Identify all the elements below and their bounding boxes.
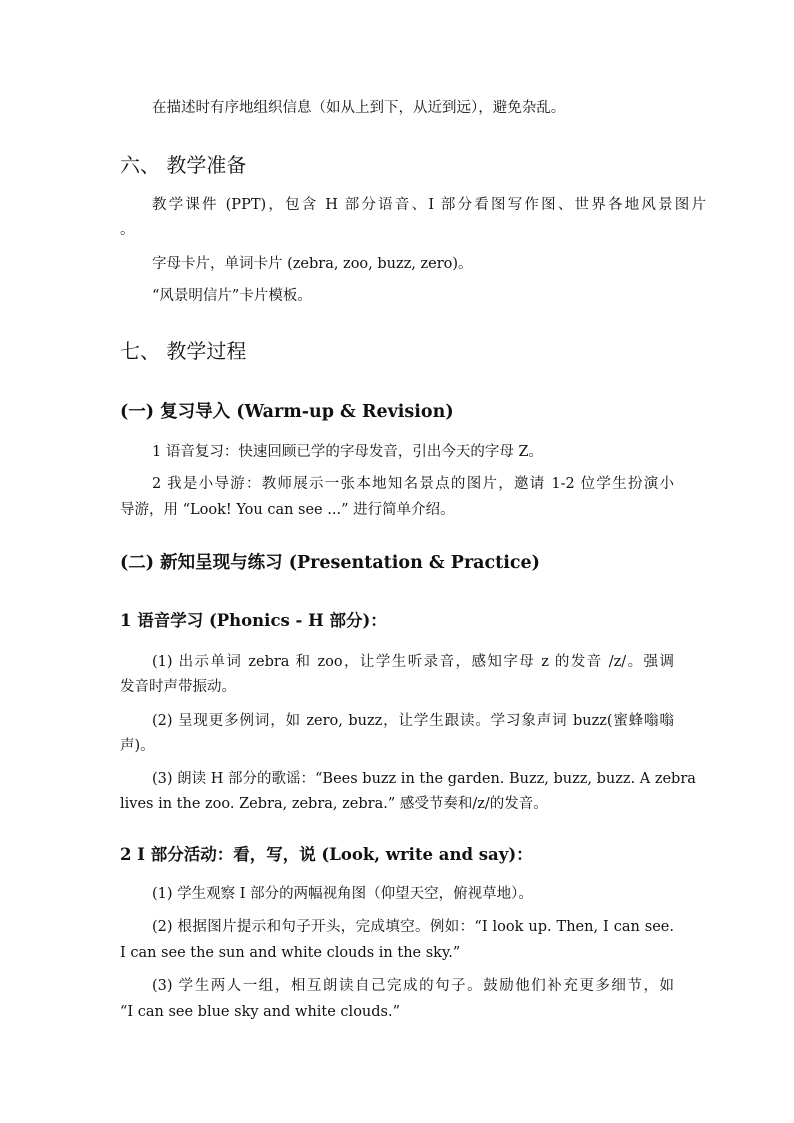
part-1-line-2: 2 我是小导游：教师展示一张本地知名景点的图片，邀请 1-2 位学生扮演小: [152, 476, 674, 492]
prep-item-2: 字母卡片，单词卡片 (zebra, zoo, buzz, zero)。: [152, 256, 473, 272]
prep-item-3: “风景明信片”卡片模板。: [152, 288, 312, 304]
activity-line-1: (1) 学生观察 I 部分的两幅视角图（仰望天空，俯视草地）。: [152, 886, 533, 902]
phonics-line-6: lives in the zoo. Zebra, zebra, zebra.” 感受节奏和/z/的发音。: [120, 796, 548, 812]
part-1-line-1: 1 语音复习：快速回顾已学的字母发音，引出今天的字母 Z。: [152, 444, 544, 460]
intro-paragraph: 在描述时有序地组织信息（如从上到下，从近到远），避免杂乱。: [152, 100, 566, 116]
section-7-heading: 七、 教学过程: [120, 339, 247, 363]
activity-line-2: (2) 根据图片提示和句子开头，完成填空。例如：“I look up. Then, I can see.: [152, 919, 674, 935]
phonics-line-3: (2) 呈现更多例词，如 zero, buzz，让学生跟读。学习象声词 buzz(蜜蜂嗡嗡: [152, 713, 674, 729]
part-1-heading: (一) 复习导入 (Warm-up & Revision): [120, 402, 454, 422]
phonics-line-2: 发音时声带振动。: [120, 679, 236, 695]
part-1-line-3: 导游，用 “Look! You can see ...” 进行简单介绍。: [120, 502, 455, 518]
section-6-heading: 六、 教学准备: [120, 153, 247, 177]
prep-item-1: 教学课件 (PPT)，包含 H 部分语音、I 部分看图写作图、世界各地风景图片: [152, 197, 706, 213]
phonics-line-5: (3) 朗读 H 部分的歌谣：“Bees buzz in the garden. Buzz, buzz, buzz. A zebra: [152, 771, 696, 787]
activity-line-3: I can see the sun and white clouds in the sky.”: [120, 945, 461, 961]
phonics-heading: 1 语音学习 (Phonics - H 部分)：: [120, 611, 387, 630]
activity-heading: 2 I 部分活动：看，写，说 (Look, write and say)：: [120, 845, 533, 864]
prep-item-1-continuation: 。: [120, 222, 135, 238]
activity-line-4: (3) 学生两人一组，相互朗读自己完成的句子。鼓励他们补充更多细节，如: [152, 978, 674, 994]
activity-line-5: “I can see blue sky and white clouds.”: [120, 1004, 401, 1020]
phonics-line-1: (1) 出示单词 zebra 和 zoo，让学生听录音，感知字母 z 的发音 /z/。强调: [152, 654, 674, 670]
part-2-heading: (二) 新知呈现与练习 (Presentation & Practice): [120, 553, 540, 573]
phonics-line-4: 声)。: [120, 738, 155, 754]
